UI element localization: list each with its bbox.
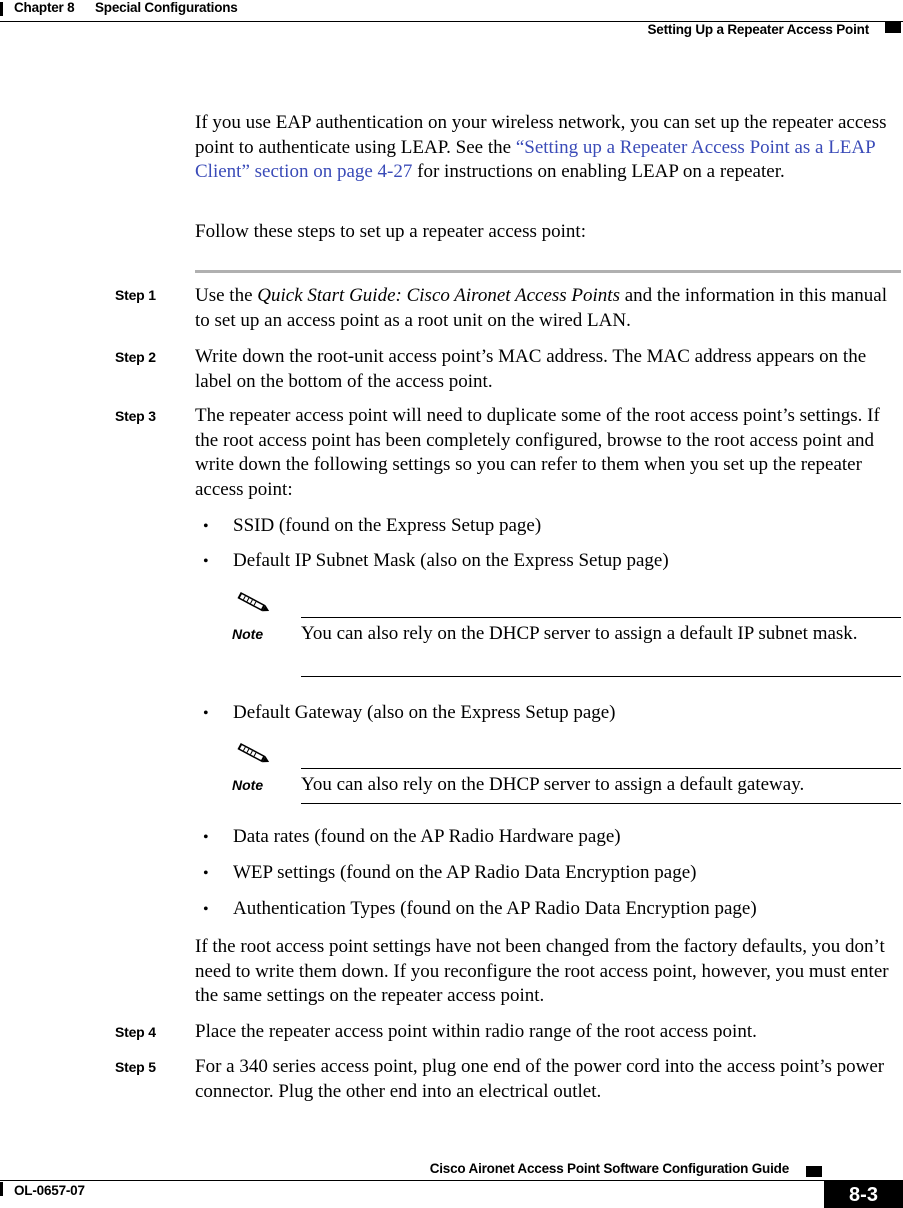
note-1-label: Note [232,626,264,642]
step-5-text: For a 340 series access point, plug one end of the power cord into the access point’s power connector. Plug the other end into an electrical outlet. [195,1056,885,1102]
pencil-icon [233,742,273,766]
note-2-text: You can also rely on the DHCP server to assign a default gateway. [301,774,805,795]
note-2-bottom-rule [301,803,901,804]
page-number: 8-3 [849,1184,878,1206]
step-3-label: Step 3 [115,408,156,424]
procedure-divider [195,270,901,273]
step-1-text: Use the Quick Start Guide: Cisco Aironet Access Points and the information in this manual to set up an access point as a root unit on the wired LAN. [195,285,887,331]
bullet-glyph: • [203,829,209,846]
bullet-glyph: • [203,518,209,535]
footer-guide-title: Cisco Aironet Access Point Software Configuration Guide [429,1161,789,1176]
footer-rule [0,1180,903,1181]
note-2-label: Note [232,777,264,793]
pencil-icon [233,591,273,615]
bullet-wep-settings: WEP settings (found on the AP Radio Data Encryption page) [233,862,697,883]
bullet-subnet-mask: Default IP Subnet Mask (also on the Express Setup page) [233,550,669,571]
subsection-label: Setting Up a Repeater Access Point [647,22,869,37]
footer-doc-number: OL-0657-07 [14,1183,85,1198]
step-4-text: Place the repeater access point within radio range of the root access point. [195,1021,757,1042]
header-right-marker [885,22,901,33]
section-label: Special Configurations [95,0,238,15]
step-3-text: The repeater access point will need to duplicate some of the root access point’s settings. If the root access point has been completely configured, browse to the root access point and write down the following settings so you can refer to them when you set up the repeater access point: [195,405,880,500]
bullet-authentication-types: Authentication Types (found on the AP Radio Data Encryption page) [233,898,757,919]
intro-paragraph: If you use EAP authentication on your wireless network, you can set up the repeater access point to authenticate using LEAP. See the “Setting up a Repeater Access Point as a LEAP Client” section on page 4-27 for instructions on enabling LEAP on a repeater. [195,112,887,182]
step-4-label: Step 4 [115,1024,156,1040]
chapter-label: Chapter 8 [14,0,75,15]
footer-marker [806,1166,822,1177]
note-1-text: You can also rely on the DHCP server to assign a default IP subnet mask. [301,623,858,644]
bullet-default-gateway: Default Gateway (also on the Express Setup page) [233,702,616,723]
bullet-glyph: • [203,705,209,722]
step-2-text: Write down the root-unit access point’s MAC address. The MAC address appears on the label on the bottom of the access point. [195,346,867,392]
step-1-label: Step 1 [115,287,156,303]
bullet-glyph: • [203,553,209,570]
bullet-glyph: • [203,901,209,918]
step-5-label: Step 5 [115,1059,156,1075]
step-3-followup: If the root access point settings have not been changed from the factory defaults, you don’t need to write them down. If you reconfigure the root access point, however, you must enter the same settings on the repeater access point. [195,936,889,1006]
leap-client-link[interactable]: “Setting up a Repeater Access Point as a LEAP Client” section on page 4-27 [195,136,875,182]
bullet-data-rates: Data rates (found on the AP Radio Hardware page) [233,826,621,847]
header-left-marker [0,2,3,16]
bullet-ssid: SSID (found on the Express Setup page) [233,515,542,536]
note-2-top-rule [301,768,901,769]
step-2-label: Step 2 [115,349,156,365]
intro-steps-lead: Follow these steps to set up a repeater access point: [195,221,586,242]
footer-left-marker [0,1182,3,1196]
note-1-top-rule [301,617,901,618]
bullet-glyph: • [203,865,209,882]
note-1-bottom-rule [301,676,901,677]
